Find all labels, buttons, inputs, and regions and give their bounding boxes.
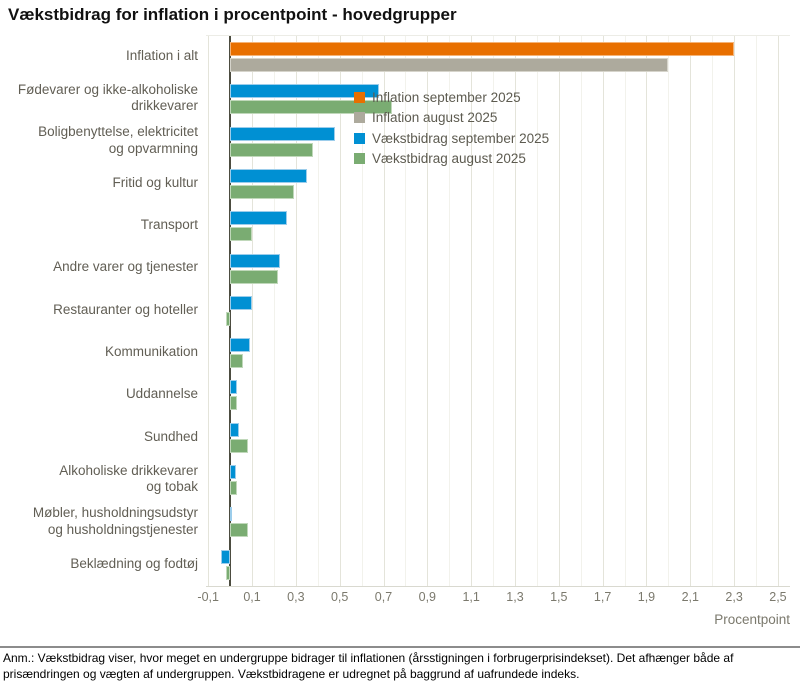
legend-item	[354, 128, 549, 149]
legend-label: Inflation august 2025	[372, 110, 498, 126]
legend-label: Vækstbidrag september 2025	[372, 130, 550, 146]
bar-august	[230, 354, 243, 368]
category-label-line: Fritid og kultur	[112, 174, 198, 190]
category-label-line: drikkevarer	[131, 98, 198, 114]
legend-swatch-icon	[354, 133, 365, 144]
bar-august	[230, 523, 248, 537]
x-tick-label: 1,7	[593, 590, 612, 604]
x-tick-label: 1,5	[550, 590, 568, 604]
bar-august	[230, 439, 248, 453]
category-label-line: Inflation i alt	[125, 47, 198, 63]
category-label-line: og husholdningstjenester	[47, 521, 198, 537]
category-label	[0, 204, 198, 246]
legend	[354, 87, 549, 169]
category-label	[0, 289, 198, 331]
x-tick-label: 2,5	[769, 590, 787, 604]
bar-september	[230, 507, 232, 521]
bar-september	[230, 423, 239, 437]
bar-september	[230, 380, 237, 394]
category-label-line: Boligbenyttelse, elektricitet	[38, 124, 198, 140]
category-label	[0, 331, 198, 373]
x-tick-label: 2,3	[725, 590, 743, 604]
gridline	[625, 36, 626, 586]
bar-august	[230, 396, 237, 410]
x-tick-label: 1,9	[637, 590, 656, 604]
gridline	[603, 36, 604, 586]
x-tick-label: 0,5	[330, 590, 349, 604]
bar-august	[230, 143, 313, 157]
gridline	[318, 36, 319, 586]
x-tick-label: 2,1	[681, 590, 699, 604]
category-label	[0, 373, 198, 415]
footer-divider	[0, 646, 800, 648]
category-label	[0, 120, 198, 162]
gridline	[208, 36, 209, 586]
category-label-line: Sundhed	[143, 428, 198, 444]
legend-label: Inflation september 2025	[372, 89, 521, 105]
x-tick-label: 0,3	[287, 590, 305, 604]
category-label	[0, 458, 198, 500]
category-label-line: Andre varer og tjenester	[53, 259, 198, 275]
gridline	[712, 36, 713, 586]
x-axis-title: Procentpoint	[714, 612, 790, 627]
x-tick-label: -0,1	[197, 590, 219, 604]
gridline	[734, 36, 735, 586]
bar-september	[230, 338, 250, 352]
category-label-line: Fødevarer og ikke-alkoholiske	[17, 81, 198, 97]
footnote: Anm.: Vækstbidrag viser, hvor meget en undergruppe bidrager til inflationen (årsstigningen i forbrugerprisindekset). Det afhænger både af prisændringen og vægten af undergruppen. Vækstbidragene er udregnet på baggrund af uafrundede indeks.	[3, 651, 734, 681]
legend-swatch-icon	[354, 153, 365, 164]
bar-september	[230, 254, 280, 268]
legend-swatch-icon	[354, 92, 365, 103]
gridline	[274, 36, 275, 586]
bar-september	[230, 465, 235, 479]
legend-label: Vækstbidrag august 2025	[372, 151, 526, 167]
gridline	[340, 36, 341, 586]
category-label	[0, 500, 198, 542]
gridline	[778, 36, 779, 586]
bar-september	[230, 127, 335, 141]
bar-september	[230, 169, 307, 183]
legend-swatch-icon	[354, 112, 365, 123]
gridline	[252, 36, 253, 586]
category-label	[0, 247, 198, 289]
bar-august	[230, 185, 294, 199]
category-label-line: Beklædning og fodtøj	[70, 555, 198, 571]
category-label-line: Restauranter og hoteller	[53, 301, 198, 317]
gridline	[690, 36, 691, 586]
category-label-line: Møbler, husholdningsudstyr	[32, 505, 198, 521]
legend-item	[354, 108, 549, 129]
bar-august	[226, 566, 230, 580]
category-axis	[0, 35, 198, 585]
gridline	[756, 36, 757, 586]
legend-item	[354, 87, 549, 108]
gridline	[559, 36, 560, 586]
category-label	[0, 543, 198, 585]
x-tick-label: 1,1	[462, 590, 480, 604]
gridline	[296, 36, 297, 586]
category-label-line: og opvarmning	[108, 140, 198, 156]
category-label-line: Kommunikation	[104, 344, 198, 360]
legend-item	[354, 149, 549, 170]
bar-september	[230, 296, 252, 310]
bar-september	[230, 211, 287, 225]
bar-september	[230, 42, 734, 56]
category-label	[0, 35, 198, 77]
category-label	[0, 77, 198, 119]
category-label-line: Uddannelse	[125, 386, 198, 402]
x-tick-label: 1,3	[506, 590, 524, 604]
bar-august	[230, 58, 668, 72]
x-axis-ticks	[197, 590, 790, 606]
category-label-line: Alkoholiske drikkevarer	[59, 462, 198, 478]
gridline	[581, 36, 582, 586]
category-label-line: og tobak	[146, 479, 198, 495]
bar-september	[221, 550, 230, 564]
bar-august	[230, 481, 237, 495]
bar-august	[226, 312, 230, 326]
category-label	[0, 416, 198, 458]
chart-title: Vækstbidrag for inflation i procentpoint - hovedgrupper	[8, 5, 457, 24]
bar-august	[230, 270, 278, 284]
gridline	[646, 36, 647, 586]
x-tick-label: 0,7	[374, 590, 393, 604]
category-label	[0, 162, 198, 204]
gridline	[668, 36, 669, 586]
bar-august	[230, 227, 252, 241]
category-label-line: Transport	[140, 217, 198, 233]
x-tick-label: 0,9	[418, 590, 437, 604]
x-tick-label: 0,1	[243, 590, 261, 604]
